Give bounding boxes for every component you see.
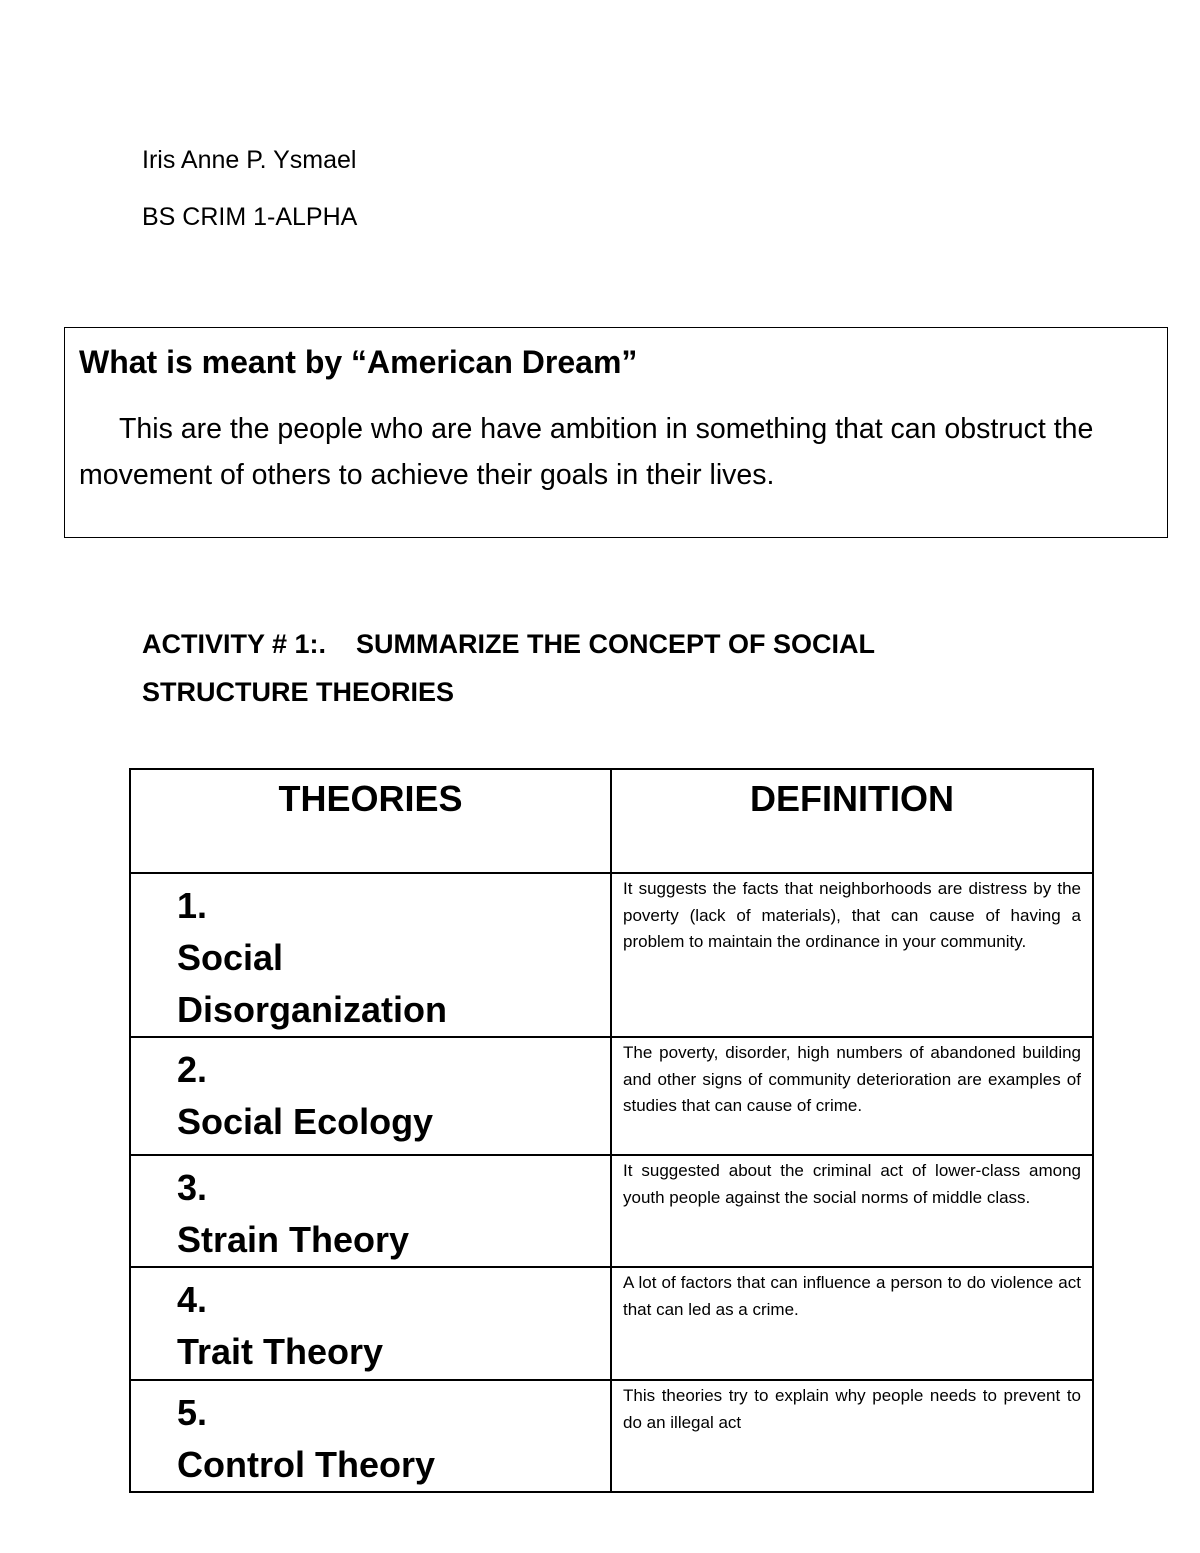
header-definition: DEFINITION	[611, 769, 1093, 873]
activity-title: ACTIVITY # 1:. SUMMARIZE THE CONCEPT OF SOCIAL STRUCTURE THEORIES	[142, 629, 883, 707]
theory-number: 3.	[177, 1167, 208, 1208]
table-row	[130, 1267, 1093, 1380]
question-answer: This are the people who are have ambition in something that can obstruct the movement of others to achieve their goals in their lives.	[79, 413, 1094, 491]
question-box	[64, 327, 1168, 538]
table-header-row	[130, 769, 1093, 873]
table-row	[130, 1380, 1093, 1492]
theory-name: Trait Theory	[177, 1331, 384, 1372]
definition-cell: A lot of factors that can influence a person to do violence act that can led as a crime.	[611, 1267, 1093, 1380]
header-theories: THEORIES	[130, 769, 611, 873]
definition-cell: This theories try to explain why people needs to prevent to do an illegal act	[611, 1380, 1093, 1492]
theory-number: 4.	[177, 1279, 208, 1320]
theory-number: 5.	[177, 1392, 208, 1433]
theory-number: 2.	[177, 1049, 208, 1090]
theory-name: Control Theory	[177, 1444, 435, 1485]
theories-table	[129, 768, 1094, 1493]
definition-cell: It suggested about the criminal act of lower-class among youth people against the social norms of middle class.	[611, 1155, 1093, 1267]
theory-number: 1.	[177, 885, 208, 926]
theory-cell	[130, 1267, 611, 1380]
table-row	[130, 873, 1093, 1037]
definition-cell: The poverty, disorder, high numbers of abandoned building and other signs of community deterioration are examples of studies that can cause of crime.	[611, 1037, 1093, 1155]
question-heading: What is meant by “American Dream”	[79, 344, 638, 380]
theory-name: Social Disorganization	[177, 937, 448, 1030]
theory-cell	[130, 1155, 611, 1267]
table-row	[130, 1155, 1093, 1267]
class-section: BS CRIM 1-ALPHA	[142, 203, 358, 231]
table-row	[130, 1037, 1093, 1155]
theory-cell	[130, 1380, 611, 1492]
definition-cell: It suggests the facts that neighborhoods are distress by the poverty (lack of materials), that can cause of having a problem to maintain the ordinance in your community.	[611, 873, 1093, 1037]
theory-cell	[130, 1037, 611, 1155]
student-name: Iris Anne P. Ysmael	[142, 146, 357, 174]
theory-name: Social Ecology	[177, 1101, 434, 1142]
theory-name: Strain Theory	[177, 1219, 410, 1260]
theory-cell	[130, 873, 611, 1037]
